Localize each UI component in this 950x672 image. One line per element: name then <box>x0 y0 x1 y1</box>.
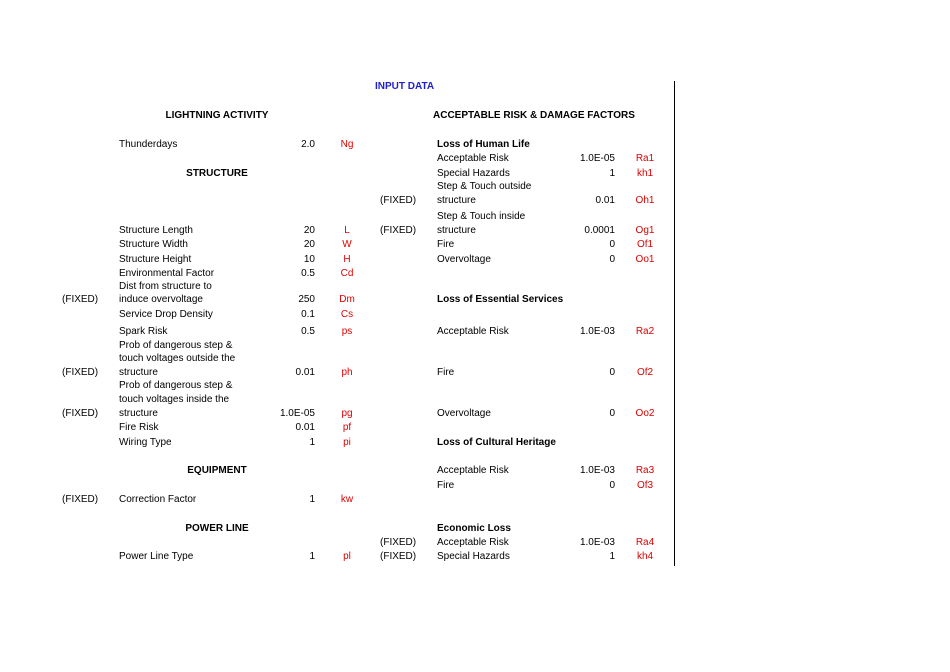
oo1-symbol: Oo1 <box>635 254 655 265</box>
power-line-type-symbol: pl <box>343 551 351 562</box>
oo2-symbol: Oo2 <box>635 408 655 419</box>
kh4-symbol: kh4 <box>636 551 654 562</box>
prob-inside-symbol: pg <box>341 408 353 419</box>
structure-height-symbol: H <box>343 254 351 265</box>
service-drop-value[interactable]: 0.1 <box>301 309 315 320</box>
ra4-symbol: Ra4 <box>635 537 655 548</box>
structure-height-label: Structure Height <box>119 254 192 265</box>
correction-factor-fixed-tag: (FIXED) <box>62 494 99 505</box>
oo2-label: Overvoltage <box>437 408 491 419</box>
prob-inside-value[interactable]: 1.0E-05 <box>279 408 315 419</box>
prob-inside-label-line2: touch voltages inside the <box>119 394 230 405</box>
of2-label: Fire <box>437 367 455 378</box>
ra3-label: Acceptable Risk <box>437 465 509 476</box>
dist-value[interactable]: 250 <box>298 294 315 305</box>
spark-risk-label: Spark Risk <box>119 326 168 337</box>
heading-acceptable-risk: ACCEPTABLE RISK & DAMAGE FACTORS <box>433 110 635 121</box>
prob-outside-label-line1: Prob of dangerous step & <box>119 340 233 351</box>
ra1-value[interactable]: 1.0E-05 <box>579 153 615 164</box>
oh1-label-line2: structure <box>437 195 476 206</box>
kh1-symbol: kh1 <box>636 168 654 179</box>
ra1-label: Acceptable Risk <box>437 153 509 164</box>
ra4-fixed-tag: (FIXED) <box>380 537 417 548</box>
of2-value[interactable]: 0 <box>609 367 615 378</box>
structure-width-label: Structure Width <box>119 239 188 250</box>
page-right-border <box>674 81 675 566</box>
oo1-value[interactable]: 0 <box>609 254 615 265</box>
environmental-factor-label: Environmental Factor <box>119 268 215 279</box>
wiring-type-value[interactable]: 1 <box>309 437 315 448</box>
wiring-type-symbol: pi <box>343 437 351 448</box>
wiring-type-label: Wiring Type <box>119 437 172 448</box>
structure-width-symbol: W <box>342 239 352 250</box>
og1-fixed-tag: (FIXED) <box>380 225 417 236</box>
dist-fixed-tag: (FIXED) <box>62 294 99 305</box>
structure-length-label: Structure Length <box>119 225 193 236</box>
service-drop-label: Service Drop Density <box>119 309 213 320</box>
prob-inside-label-line3: structure <box>119 408 158 419</box>
kh4-value[interactable]: 1 <box>609 551 615 562</box>
economic-loss-title: Economic Loss <box>437 523 511 534</box>
structure-height-value[interactable]: 10 <box>303 254 315 265</box>
dist-label-line1: Dist from structure to <box>119 281 212 292</box>
og1-symbol: Og1 <box>635 225 655 236</box>
of3-value[interactable]: 0 <box>609 480 615 491</box>
kh1-value[interactable]: 1 <box>609 168 615 179</box>
of3-symbol: Of3 <box>636 480 654 491</box>
spark-risk-symbol: ps <box>341 326 353 337</box>
environmental-factor-symbol: Cd <box>340 268 354 279</box>
of3-label: Fire <box>437 480 455 491</box>
page-title: INPUT DATA <box>375 81 435 92</box>
cultural-heritage-title: Loss of Cultural Heritage <box>437 437 556 448</box>
prob-outside-fixed-tag: (FIXED) <box>62 367 99 378</box>
structure-width-value[interactable]: 20 <box>303 239 315 250</box>
heading-lightning-activity: LIGHTNING ACTIVITY <box>165 110 269 121</box>
ra3-value[interactable]: 1.0E-03 <box>579 465 615 476</box>
ra4-value[interactable]: 1.0E-03 <box>579 537 615 548</box>
thunderdays-symbol: Ng <box>340 139 354 150</box>
ra2-symbol: Ra2 <box>635 326 655 337</box>
prob-outside-label-line3: structure <box>119 367 158 378</box>
of1-label: Fire <box>437 239 455 250</box>
oh1-fixed-tag: (FIXED) <box>380 195 417 206</box>
oo1-label: Overvoltage <box>437 254 491 265</box>
prob-inside-fixed-tag: (FIXED) <box>62 408 99 419</box>
oh1-symbol: Oh1 <box>635 195 655 206</box>
og1-label-line2: structure <box>437 225 476 236</box>
fire-risk-label: Fire Risk <box>119 422 159 433</box>
structure-length-symbol: L <box>344 225 350 236</box>
kh4-label: Special Hazards <box>437 551 510 562</box>
of1-symbol: Of1 <box>636 239 654 250</box>
ra4-label: Acceptable Risk <box>437 537 509 548</box>
fire-risk-value[interactable]: 0.01 <box>295 422 315 433</box>
og1-label-line1: Step & Touch inside <box>437 211 526 222</box>
ra2-label: Acceptable Risk <box>437 326 509 337</box>
ra3-symbol: Ra3 <box>635 465 655 476</box>
structure-length-value[interactable]: 20 <box>303 225 315 236</box>
oo2-value[interactable]: 0 <box>609 408 615 419</box>
power-line-type-value[interactable]: 1 <box>309 551 315 562</box>
correction-factor-value[interactable]: 1 <box>309 494 315 505</box>
of2-symbol: Of2 <box>636 367 654 378</box>
heading-equipment: EQUIPMENT <box>187 465 247 476</box>
power-line-type-label: Power Line Type <box>119 551 194 562</box>
fire-risk-symbol: pf <box>342 422 352 433</box>
essential-services-title: Loss of Essential Services <box>437 294 564 305</box>
og1-value[interactable]: 0.0001 <box>584 225 615 236</box>
thunderdays-label: Thunderdays <box>119 139 178 150</box>
heading-power-line: POWER LINE <box>185 523 249 534</box>
ra2-value[interactable]: 1.0E-03 <box>579 326 615 337</box>
oh1-label-line1: Step & Touch outside <box>437 181 532 192</box>
prob-outside-label-line2: touch voltages outside the <box>119 353 236 364</box>
dist-label-line2: induce overvoltage <box>119 294 203 305</box>
kh1-label: Special Hazards <box>437 168 510 179</box>
dist-symbol: Dm <box>339 294 355 305</box>
service-drop-symbol: Cs <box>340 309 354 320</box>
correction-factor-label: Correction Factor <box>119 494 197 505</box>
ra1-symbol: Ra1 <box>635 153 655 164</box>
prob-inside-label-line1: Prob of dangerous step & <box>119 380 233 391</box>
spark-risk-value[interactable]: 0.5 <box>301 326 315 337</box>
kh4-fixed-tag: (FIXED) <box>380 551 417 562</box>
of1-value[interactable]: 0 <box>609 239 615 250</box>
environmental-factor-value[interactable]: 0.5 <box>301 268 315 279</box>
oh1-value[interactable]: 0.01 <box>595 195 615 206</box>
correction-factor-symbol: kw <box>340 494 354 505</box>
prob-outside-value[interactable]: 0.01 <box>295 367 315 378</box>
human-life-title: Loss of Human Life <box>437 139 530 150</box>
prob-outside-symbol: ph <box>341 367 353 378</box>
thunderdays-value[interactable]: 2.0 <box>301 139 315 150</box>
heading-structure: STRUCTURE <box>186 168 248 179</box>
